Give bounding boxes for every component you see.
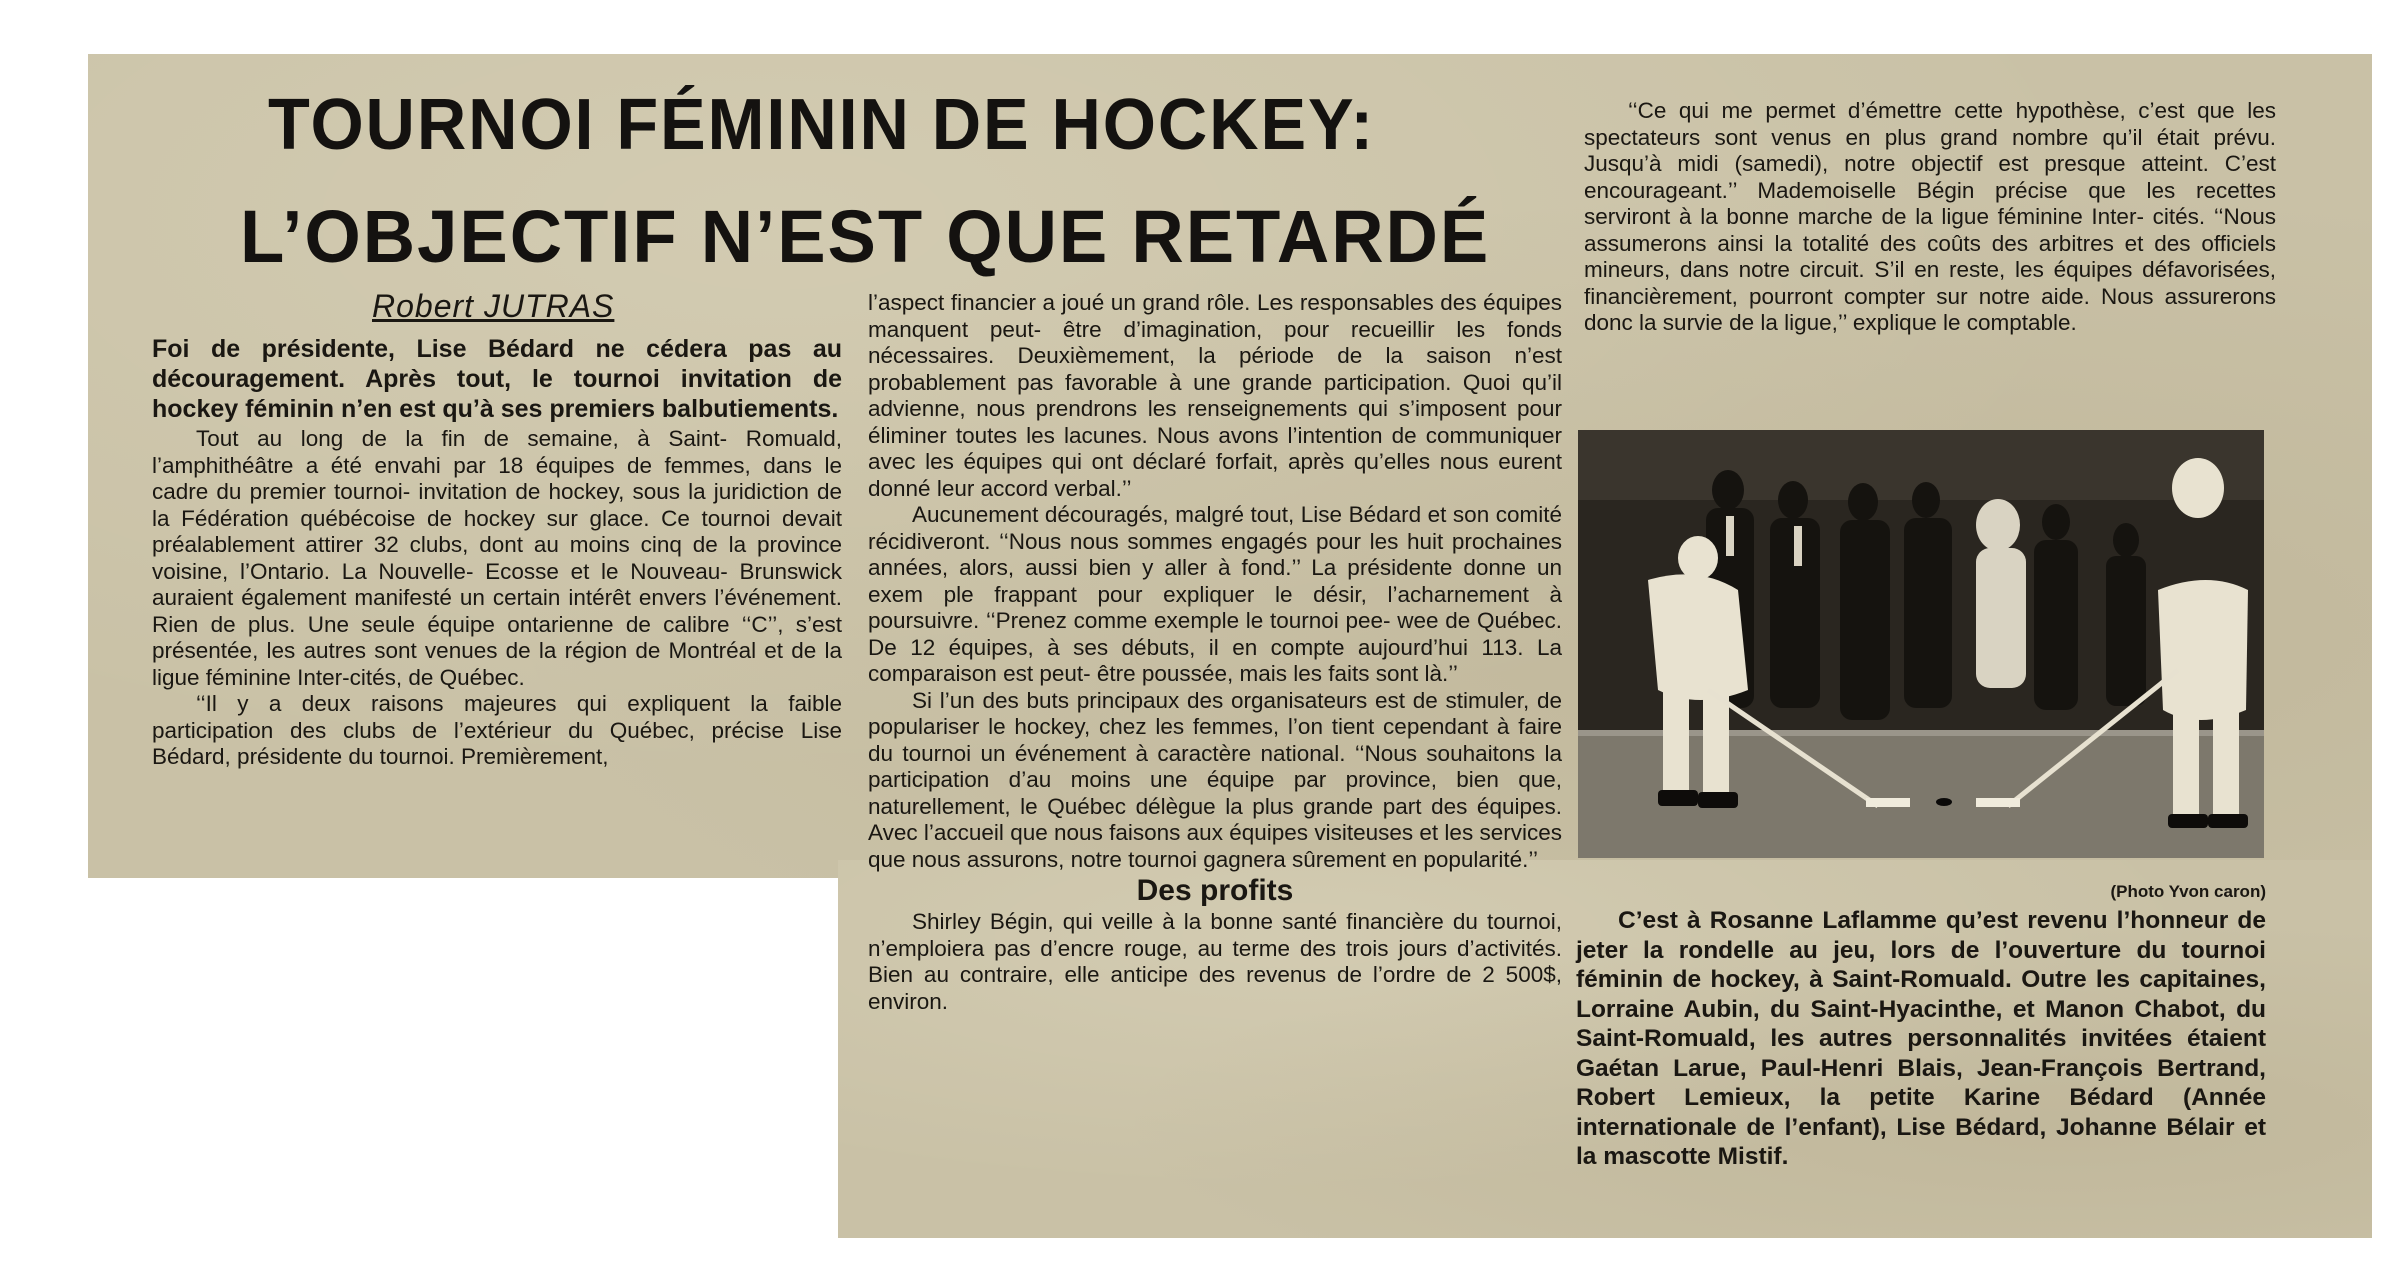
article-lead: Foi de présidente, Lise Bédard ne cédera pas au découragement. Après tout, le tournoi invitation de hockey féminin n’en est qu’à ses premiers balbutiements. — [152, 335, 842, 423]
article-column-2 — [868, 290, 1562, 1015]
headline-line-2: L’OBJECTIF N’EST QUE RETARDÉ — [240, 195, 1491, 278]
photo-caption: C’est à Rosanne Laflamme qu’est revenu l’honneur de jeter la rondelle au jeu, lors de l’ouverture du tournoi féminin de hockey, à Saint-Romuald. Outre les capitaines, Lorraine Aubin, du Saint-Hyacinthe, et Manon Chabot, du Saint-Romuald, les autres personnalités invitées étaient Gaétan Larue, Paul-Henri Blais, Jean-François Bertrand, Robert Lemieux, la petite Karine Bédard (Année internationale de l’enfant), Lise Bédard, Johanne Bélair et la mascotte Mistif. — [1576, 907, 2266, 1170]
article-column-1 — [152, 334, 842, 771]
column-3-paragraph: ‘‘Ce qui me permet d’émettre cette hypothèse, c’est que les spectateurs sont venus en plus grand nombre qu’il était prévu. Jusqu’à midi (samedi), notre objectif est presque atteint. C’est encourageant.’’ Mademoiselle Bégin précise que les recettes serviront à la bonne marche de la ligue féminine Inter- cités. ‘‘Nous assumerons ainsi la totalité des coûts des arbitres et des officiels mineurs, dans notre circuit. S’il en reste, les équipes défavorisées, financièrement, pourront compter sur notre aide. Nous assurerons donc la survie de la ligue,’’ explique le comptable. — [1584, 98, 2276, 335]
byline: Robert JUTRAS — [372, 288, 615, 324]
ceremonial-faceoff-photo — [1578, 430, 2264, 858]
column-1-paragraph: ‘‘Il y a deux raisons majeures qui expliquent la faible participation des clubs de l’extérieur du Québec, précise Lise Bédard, présidente du tournoi. Premièrement, — [152, 691, 842, 769]
headline-line-1: TOURNOI FÉMININ DE HOCKEY: — [268, 85, 1376, 165]
news-photo — [1578, 430, 2264, 858]
column-2-paragraph: l’aspect financier a joué un grand rôle. Les responsables des équipes manquent peut- être d’imagination, pour recueillir les fonds nécessaires. Deuxièmement, la période de la saison n’est probablement pas favorable à une grande participation. Quoi qu’il advienne, nous prendrons les renseignements qui s’imposent pour éliminer toutes les lacunes. Nous avons l’intention de communiquer avec les équipes qui ont déclaré forfait, après qu’elles nous eurent donné leur accord verbal.’’ — [868, 290, 1562, 501]
column-1-paragraph: Tout au long de la fin de semaine, à Saint- Romuald, l’amphithéâtre a été envahi par 18 équipes de femmes, dans le cadre du premier tournoi- invitation de hockey, sous la juridiction de la Fédération québécoise de hockey sur glace. Ce tournoi devait préalablement attirer 32 clubs, dont au moins cinq de la province voisine, l’Ontario. La Nouvelle- Ecosse et le Nouveau- Brunswick auraient également manifesté un certain intérêt envers l’événement. Rien de plus. Une seule équipe ontarienne de calibre ‘‘C’’, s’est présentée, les autres sont venues de la région de Montréal et de la ligue féminine Inter-cités, de Québec. — [152, 426, 842, 690]
subheading: Des profits — [1136, 874, 1294, 907]
column-2-paragraph: Si l’un des buts principaux des organisateurs est de stimuler, de populariser le hockey, chez les femmes, l’on tient cependant à faire du tournoi un événement à caractère national. ‘‘Nous souhaitons la participation d’au moins une équipe par province, bien que, naturellement, le Québec délègue la plus grande part des équipes. Avec l’accueil que nous faisons aux équipes visiteuses et les services que nous assurons, notre tournoi gagnera sûrement en popularité.’’ — [868, 687, 1562, 872]
photo-credit: (Photo Yvon caron) — [2110, 882, 2266, 901]
column-2-paragraph: Aucunement découragés, malgré tout, Lise Bédard et son comité récidiveront. ‘‘Nous nous sommes engagés pour les huit prochaines années, alors, aussi bien y aller à fond.’’ La présidente donne un exem ple frappant pour expliquer le désir, l’acharnement à poursuivre. ‘‘Prenez comme exemple le tournoi pee- wee de Québec. De 12 équipes, à ses débuts, il en compte aujourd’hui 113. La comparaison est peut- être poussée, mais les faits sont là.’’ — [868, 502, 1562, 686]
column-2-paragraph: Shirley Bégin, qui veille à la bonne santé financière du tournoi, n’emploiera pas d’encre rouge, au terme des trois jours d’activités. Bien au contraire, elle anticipe des revenus de l’ordre de 2 500$, environ. — [868, 909, 1562, 1014]
article-column-3 — [1584, 98, 2276, 337]
